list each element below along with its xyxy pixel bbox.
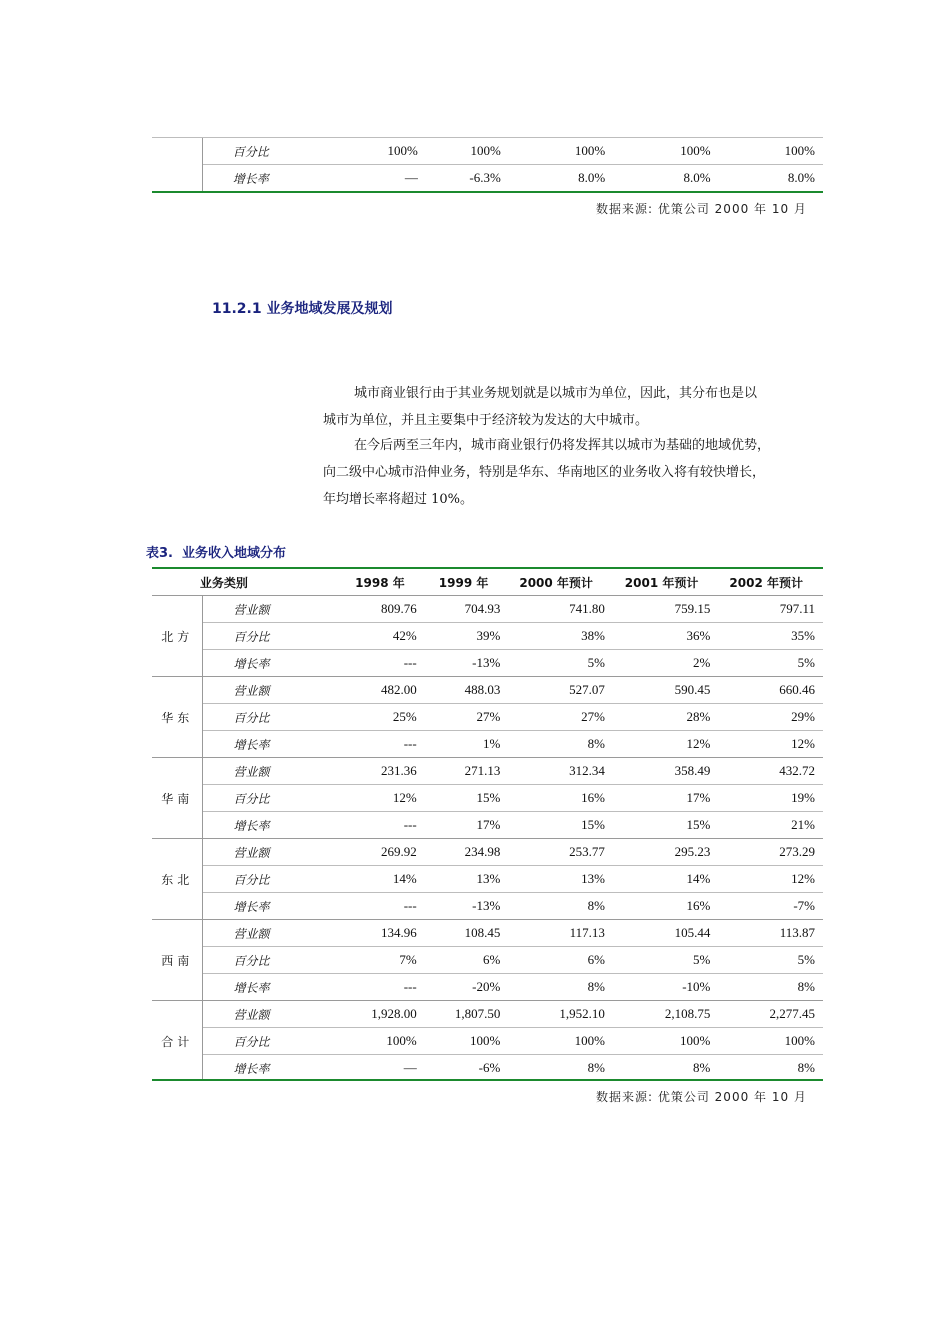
metric-label: 营业额 [203, 920, 296, 947]
region-cell: 西南 [152, 920, 203, 1001]
table-row [152, 758, 823, 785]
value-cell: 100% [387, 143, 418, 158]
value-cell: 358.49 [613, 758, 718, 785]
value-cell: 482.00 [296, 677, 425, 704]
value-cell: 17% [425, 812, 509, 839]
value-cell: 100% [680, 143, 711, 158]
value-cell: -20% [425, 974, 509, 1001]
column-header: 1998 年 [355, 575, 405, 590]
table-row [152, 623, 823, 650]
value-cell: 100% [574, 143, 606, 158]
value-cell: 100% [613, 1028, 718, 1055]
value-cell: 1,928.00 [296, 1001, 425, 1028]
table-row [152, 138, 823, 165]
value-cell: 704.93 [425, 596, 509, 623]
value-cell: 100% [470, 143, 501, 158]
value-cell: -13% [425, 893, 509, 920]
paragraph-2 [323, 432, 823, 513]
value-cell: 488.03 [425, 677, 509, 704]
value-cell: 1% [425, 731, 509, 758]
value-cell: 5% [718, 947, 823, 974]
value-cell: 1,952.10 [508, 1001, 613, 1028]
table-row [152, 1055, 823, 1082]
value-cell: 100% [718, 1028, 823, 1055]
value-cell: 29% [718, 704, 823, 731]
metric-label: 营业额 [203, 677, 296, 704]
value-cell: 8% [508, 974, 613, 1001]
metric-label: 增长率 [203, 1055, 296, 1082]
paragraph-1-line-1: 城市商业银行由于其业务规划就是以城市为单位，因此，其分布也是以 [354, 386, 758, 401]
value-cell: --- [296, 731, 425, 758]
metric-label: 百分比 [203, 866, 296, 893]
region-cell [152, 138, 202, 165]
metric-label: 百分比 [203, 947, 296, 974]
value-cell: 797.11 [718, 596, 823, 623]
value-cell: 6% [425, 947, 509, 974]
value-cell: 8% [718, 974, 823, 1001]
value-cell: — [296, 1055, 425, 1082]
value-cell: 42% [296, 623, 425, 650]
table-row [152, 974, 823, 1001]
paragraph-2-line-2: 向二级中心城市沿伸业务，特别是华东、华南地区的业务收入将有较快增长， [323, 465, 766, 480]
table-row [152, 1028, 823, 1055]
value-cell: 809.76 [296, 596, 425, 623]
metric-label: 增长率 [203, 650, 296, 677]
value-cell: 2,277.45 [718, 1001, 823, 1028]
table-row [152, 920, 823, 947]
value-cell: 27% [425, 704, 509, 731]
column-header: 2001 年预计 [624, 575, 699, 590]
value-cell: 269.92 [296, 839, 425, 866]
value-cell: 12% [296, 785, 425, 812]
value-cell: -6% [425, 1055, 509, 1082]
paragraph-2-line-3: 年均增长率将超过 10%。 [323, 492, 474, 507]
value-cell: 13% [425, 866, 509, 893]
top-table-source: 数据来源: 优策公司 2000 年 10 月 [596, 202, 807, 216]
value-cell: -13% [425, 650, 509, 677]
value-cell: 117.13 [508, 920, 613, 947]
value-cell: 15% [425, 785, 509, 812]
value-cell: 8% [508, 893, 613, 920]
value-cell: 14% [613, 866, 718, 893]
value-cell: 100% [296, 1028, 425, 1055]
value-cell: 105.44 [613, 920, 718, 947]
metric-label: 百分比 [203, 785, 296, 812]
region-cell: 北方 [152, 596, 203, 677]
value-cell: 432.72 [718, 758, 823, 785]
value-cell: 108.45 [425, 920, 509, 947]
paragraph-1 [323, 380, 823, 434]
metric-label: 增长率 [202, 165, 296, 192]
table-row [152, 839, 823, 866]
value-cell: --- [296, 893, 425, 920]
metric-label: 百分比 [203, 1028, 296, 1055]
metric-label: 百分比 [232, 144, 269, 159]
paragraph-2-line-1: 在今后两至三年内，城市商业银行仍将发挥其以城市为基础的地域优势， [354, 438, 771, 453]
table-row [152, 785, 823, 812]
value-cell: 21% [718, 812, 823, 839]
value-cell: 590.45 [613, 677, 718, 704]
value-cell: 12% [718, 731, 823, 758]
value-cell: 25% [296, 704, 425, 731]
column-header: 1999 年 [438, 575, 489, 590]
value-cell: 8% [508, 731, 613, 758]
value-cell: --- [296, 650, 425, 677]
metric-label: 增长率 [203, 893, 296, 920]
table3 [152, 569, 823, 1081]
region-cell: 华南 [152, 758, 203, 839]
value-cell: -7% [718, 893, 823, 920]
value-cell: 234.98 [425, 839, 509, 866]
value-cell: 12% [718, 866, 823, 893]
value-cell: 660.46 [718, 677, 823, 704]
value-cell: 2,108.75 [613, 1001, 718, 1028]
value-cell: 113.87 [718, 920, 823, 947]
value-cell: 1,807.50 [425, 1001, 509, 1028]
value-cell: 16% [508, 785, 613, 812]
table-row [152, 947, 823, 974]
table3-source: 数据来源: 优策公司 2000 年 10 月 [596, 1090, 807, 1104]
region-cell: 东北 [152, 839, 203, 920]
metric-label: 增长率 [203, 812, 296, 839]
metric-label: 百分比 [203, 623, 296, 650]
value-cell: -10% [613, 974, 718, 1001]
metric-label: 百分比 [203, 704, 296, 731]
metric-label: 营业额 [203, 596, 296, 623]
value-cell: 27% [508, 704, 613, 731]
value-cell: 19% [718, 785, 823, 812]
value-cell: 17% [613, 785, 718, 812]
value-cell: 38% [508, 623, 613, 650]
region-cell [152, 165, 202, 192]
table3-title: 表3. 业务收入地域分布 [146, 546, 287, 561]
value-cell: 12% [613, 731, 718, 758]
value-cell: 5% [718, 650, 823, 677]
value-cell: 5% [508, 650, 613, 677]
column-header: 业务类别 [199, 575, 248, 590]
table-row [152, 677, 823, 704]
metric-label: 增长率 [203, 974, 296, 1001]
value-cell: 8% [718, 1055, 823, 1082]
value-cell: 759.15 [613, 596, 718, 623]
value-cell: 527.07 [508, 677, 613, 704]
table-row [152, 1001, 823, 1028]
metric-label: 营业额 [203, 1001, 296, 1028]
table-row [152, 596, 823, 623]
section-title: 11.2.1 业务地域发展及规划 [212, 301, 393, 317]
table-row [152, 812, 823, 839]
value-cell: 16% [613, 893, 718, 920]
top-table [152, 138, 823, 191]
value-cell: 7% [296, 947, 425, 974]
table-row [152, 731, 823, 758]
value-cell: 8.0% [719, 165, 823, 192]
value-cell: 8.0% [613, 165, 718, 192]
table-row [152, 866, 823, 893]
value-cell: -6.3% [426, 165, 509, 192]
column-header: 2002 年预计 [729, 575, 803, 590]
table-row [152, 165, 823, 192]
value-cell: 273.29 [718, 839, 823, 866]
table-row [152, 704, 823, 731]
value-cell: 741.80 [508, 596, 613, 623]
value-cell: 2% [613, 650, 718, 677]
value-cell: 36% [613, 623, 718, 650]
value-cell: 253.77 [508, 839, 613, 866]
metric-label: 增长率 [203, 731, 296, 758]
value-cell: 231.36 [296, 758, 425, 785]
metric-label: 营业额 [203, 839, 296, 866]
value-cell: 295.23 [613, 839, 718, 866]
value-cell: 15% [613, 812, 718, 839]
value-cell: --- [296, 974, 425, 1001]
column-header: 2000 年预计 [519, 575, 593, 590]
value-cell: --- [296, 812, 425, 839]
value-cell: 8.0% [509, 165, 613, 192]
table-row [152, 650, 823, 677]
value-cell: 271.13 [425, 758, 509, 785]
table-row [152, 893, 823, 920]
value-cell: 14% [296, 866, 425, 893]
paragraph-1-line-2: 城市为单位，并且主要集中于经济较为发达的大中城市。 [323, 413, 649, 428]
value-cell: 100% [425, 1028, 509, 1055]
table3-bottom-rule [152, 1079, 823, 1081]
value-cell: 35% [718, 623, 823, 650]
value-cell: 39% [425, 623, 509, 650]
value-cell: 5% [613, 947, 718, 974]
value-cell: 8% [613, 1055, 718, 1082]
value-cell: 8% [508, 1055, 613, 1082]
value-cell: 134.96 [296, 920, 425, 947]
metric-label: 营业额 [203, 758, 296, 785]
value-cell: — [296, 165, 426, 192]
value-cell: 15% [508, 812, 613, 839]
value-cell: 100% [508, 1028, 613, 1055]
value-cell: 100% [784, 143, 815, 158]
value-cell: 13% [508, 866, 613, 893]
value-cell: 28% [613, 704, 718, 731]
region-cell: 合计 [152, 1001, 203, 1082]
region-cell: 华东 [152, 677, 203, 758]
table3-header-row [152, 569, 823, 596]
value-cell: 312.34 [508, 758, 613, 785]
value-cell: 6% [508, 947, 613, 974]
top-table-bottom-rule [152, 191, 823, 193]
